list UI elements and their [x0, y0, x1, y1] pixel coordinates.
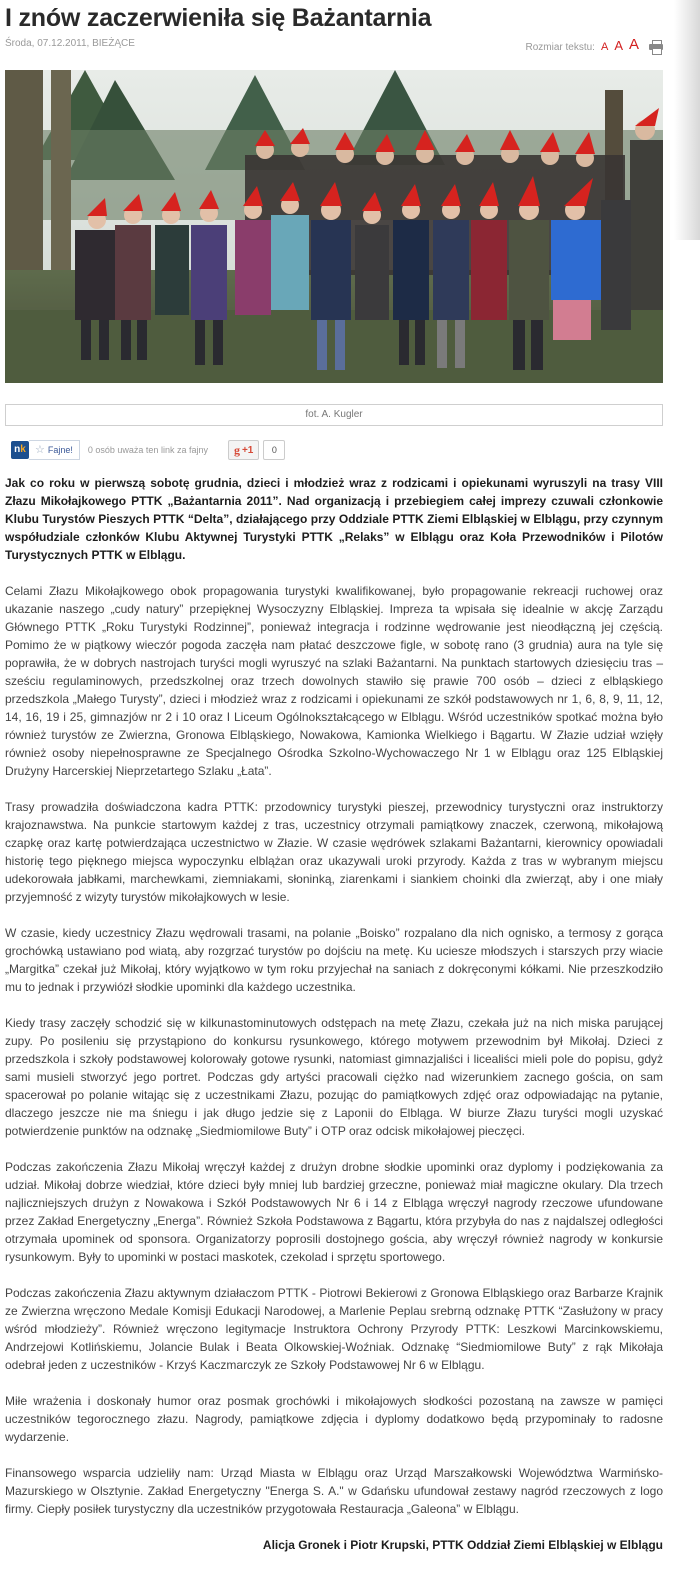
article-meta-row: [5, 36, 663, 58]
article-date: Środa, 07.12.2011,: [5, 38, 93, 49]
google-g-icon: g: [233, 442, 240, 457]
text-size-medium-button[interactable]: A: [614, 38, 623, 53]
text-size-small-button[interactable]: A: [600, 41, 609, 53]
google-plus-one-button[interactable]: [228, 440, 259, 460]
article-paragraph-3: W czasie, kiedy uczestnicy Złazu wędrowali trasami, na polanie „Boisko” rozpalano dla nich ognisko, a termosy z gorąca grochówką ustawiano pod wiatą, aby rozgrzać turystów po dojściu na metę. Ku uciesze młodszych i starszych przy wiacie „Margitka” czekał już Mikołaj, który wyjątkowo w tym roku przyjechał na saniach z dokręconymi kółkami. Nie przeszkodziło mu to jednak i przywiózł słodkie upominki dla każdego uczestnika.: [5, 926, 663, 994]
article: [5, 0, 663, 1554]
text-size-label: Rozmiar tekstu:: [525, 42, 595, 53]
article-paragraph-2: Trasy prowadziła doświadczona kadra PTTK: przodownicy turystyki pieszej, przewodnicy turystyczni oraz instruktorzy krajoznawstwa. Na punkcie startowym każdej z tras, uczestnicy otrzymali pamiątkowy znaczek, czerwoną, mikołajową czapkę oraz kartę potwierdzająca uczestnictwo w Złazie. W czasie wędrówek szlakami Bażantarni, kierownicy opowiadali historię tego pięknego miejsca wypoczynku elblążan oraz ukazywali uroki przyrody. Każda z tras w wybranym miejscu udekorowała jabłkami, marchewkami, ziemniakami, słoninką, ziarenkami i siankiem choinki dla zwierząt, aby i one miały przyjemność z wizyty turystów mikołajkowych w lesie.: [5, 800, 663, 904]
print-icon[interactable]: [649, 40, 663, 53]
photo-caption: fot. A. Kugler: [5, 404, 663, 426]
nk-fajne-label: Fajne!: [47, 445, 73, 455]
text-size-controls: [526, 36, 664, 53]
text-size-large-button[interactable]: A: [628, 36, 639, 53]
gplus-label: +1: [241, 444, 254, 456]
article-paragraph-4: Kiedy trasy zaczęły schodzić się w kilkunastominutowych odstępach na metę Złazu, czekała już na nich miska parującej zupy. Po posileniu się przystąpiono do konkursu rysunkowego, którego motywem przewodnim był Mikołaj. Dzieci z przedszkola i szkoły podstawowej kolorowały gotowe rysunki, natomiast gimnazjaliści i licealiści mieli pole do popisu, gdyż sami musieli stworzyć jego portret. Podczas gdy artyści pracowali ciężko nad wizerunkiem zacnego gościa, on sam spacerował po polanie witając się z uczestnikami Złazu, pozując do pamiątkowych zdjęć oraz odpowiadając na pytanie, dlaczego jeszcze nie ma śniegu i jak długo jedzie się z Laponii do Elbląga. W biurze Złazu turyści mogli uzyskać potwierdzenie punktów na odznakę „Siedmiomilowe Buty” i OTP oraz odcisk mikołajowej pieczęci.: [5, 1016, 663, 1138]
nk-logo-icon[interactable]: nk: [11, 441, 29, 459]
article-photo: [5, 70, 663, 383]
article-paragraph-7: Miłe wrażenia i doskonały humor oraz posmak grochówki i mikołajowych słodkości pozostaną na zawsze w pamięci uczestników tegorocznego złazu. Nagrody, pamiątkowe zdjęcia i dyplomy dodatkowo będą przypominały to radosne wydarzenie.: [5, 1394, 663, 1444]
article-category[interactable]: BIEŻĄCE: [92, 38, 135, 49]
article-lead: Jak co roku w pierwszą sobotę grudnia, dzieci i młodzież wraz z rodzicami i opiekunami wyruszyli na trasy VIII Złazu Mikołajkowego PTTK „Bażantarnia 2011”. Nad organizacją i przebiegiem całej imprezy czuwali członkowie Klubu Turystów Pieszych PTTK “Delta”, działającego przy Oddziale PTTK Ziemi Elbląskiej w Elblągu, przy czynnym współudziale członków Klubu Aktywnej Turystyki PTTK „Relaks” w Elblągu oraz Koła Przewodników i Pilotów Turystycznych PTTK w Elblągu.: [5, 476, 663, 562]
group-photo-illustration: [5, 70, 663, 383]
article-signature: Alicja Gronek i Piotr Krupski, PTTK Oddział Ziemi Elbląskiej w Elblągu: [262, 1538, 663, 1552]
page-edge-shadow: [674, 0, 700, 240]
article-title: I znów zaczerwieniła się Bażantarnia: [5, 4, 432, 32]
star-icon: ☆: [35, 444, 45, 456]
social-bar: [5, 438, 663, 462]
nk-count-text: 0 osób uważa ten link za fajny: [87, 445, 208, 455]
article-paragraph-6: Podczas zakończenia Złazu aktywnym działaczom PTTK - Piotrowi Bekierowi z Gronowa Elbląskiego oraz Barbarze Krajnik ze Zwierzna wręczono Medale Komisji Edukacji Narodowej, a Marlenie Peplau srebrną odznakę PTTK “Zasłużony w pracy wśród młodzieży”. Również wręczono legitymacje Instruktora Ochrony Przyrody PTTK: Leszkowi Marcinkowskiemu, Andrzejowi Kotlińskiemu, Jolancie Bulak i Beata Olkowskiej-Woźniak. Odznakę “Siedmiomilowe Buty” z rąk Mikołaja odebrał jeden z uczestników - Krzyś Kaczmarczyk ze Szkoły Podstawowej Nr 6 w Elblągu.: [5, 1286, 663, 1372]
article-paragraph-5: Podczas zakończenia Złazu Mikołaj wręczył każdej z drużyn drobne słodkie upominki oraz dyplomy i podziękowania za udział. Mikołaj dobrze wiedział, które dzieci były mniej lub bardziej grzeczne, ponieważ miał magiczne okulary. Dla trzech najliczniejszych drużyn z Nowakowa i Szkół Podstawowych Nr 6 i 14 z Elbląga wręczył nagrody rzeczowe ufundowane przez Zakład Energetyczny „Energa”. Również Szkoła Podstawowa z Bągartu, która przybyła do nas z najdalszej odległości otrzymała upominek od sponsora. Organizatorzy poprosili dostojnego gościa, aby wręczył również nagrody w konkursie rysunkowym. Były to upominki w postaci maskotek, czekolad i sprzętu sportowego.: [5, 1160, 663, 1264]
nk-fajne-button[interactable]: [29, 440, 80, 460]
article-paragraph-1: Celami Złazu Mikołajkowego obok propagowania turystyki kwalifikowanej, było propagowanie rekreacji ruchowej oraz ukazanie naszego „cudy natury” przepięknej Wysoczyzny Elbląskiej. Impreza ta wpisała się idealnie w akcję Zarządu Głównego PTTK „Roku Turystyki Rodzinnej”, ponieważ integracja i rodzinne wędrowanie jest nieodłączną jej częścią. Pomimo że w piątkowy wieczór pogoda zaczęła nam płatać deszczowe figle, w sobotę rano (3 grudnia) aura na tyle się poprawiła, że w dobrych nastrojach turyści mogli wyruszyć na szlaki Bażantarni. Na punktach startowych dziesięciu tras – sześciu regulaminowych, przedszkolnej oraz trzech dowolnych stawiło się prawie 700 osób – dzieci z elbląskiego przedszkola „Małego Turysty”, dzieci i młodzież wraz z rodzicami i opiekunami ze szkół podstawowych nr 1, 6, 8, 9, 11, 12, 14, 16, 19 i 25, gimnazjów nr 2 i 10 oraz I Liceum Ogólnokształcącego w Elblągu. Wśród uczestników spotkać można było również turystów ze Zwierzna, Gronowa Elbląskiego, Nowakowa, Kamionka Wielkiego i Bągartu. W Złazie udział wzięły również osoby niepełnosprawne ze Specjalnego Ośrodka Szkolno-Wychowaczego Nr 1 w Elblągu oraz 125 Elbląskiej Drużyny Harcerskiej Nieprzetartego Szlaku „Łata”.: [5, 584, 663, 778]
google-plus-count: 0: [263, 440, 285, 460]
article-paragraph-8: Finansowego wsparcia udzieliły nam: Urząd Miasta w Elblągu oraz Urząd Marszałkowski Województwa Warmińsko-Mazurskiego w Olsztynie. Zakład Energetyczny "Energa S. A." w Gdańsku ufundował zestawy nagród rzeczowych z logo firmy. Ciepły posiłek turystyczny dla uczestników przygotowała Restauracja „Galeona” w Elblągu.: [5, 1466, 663, 1516]
